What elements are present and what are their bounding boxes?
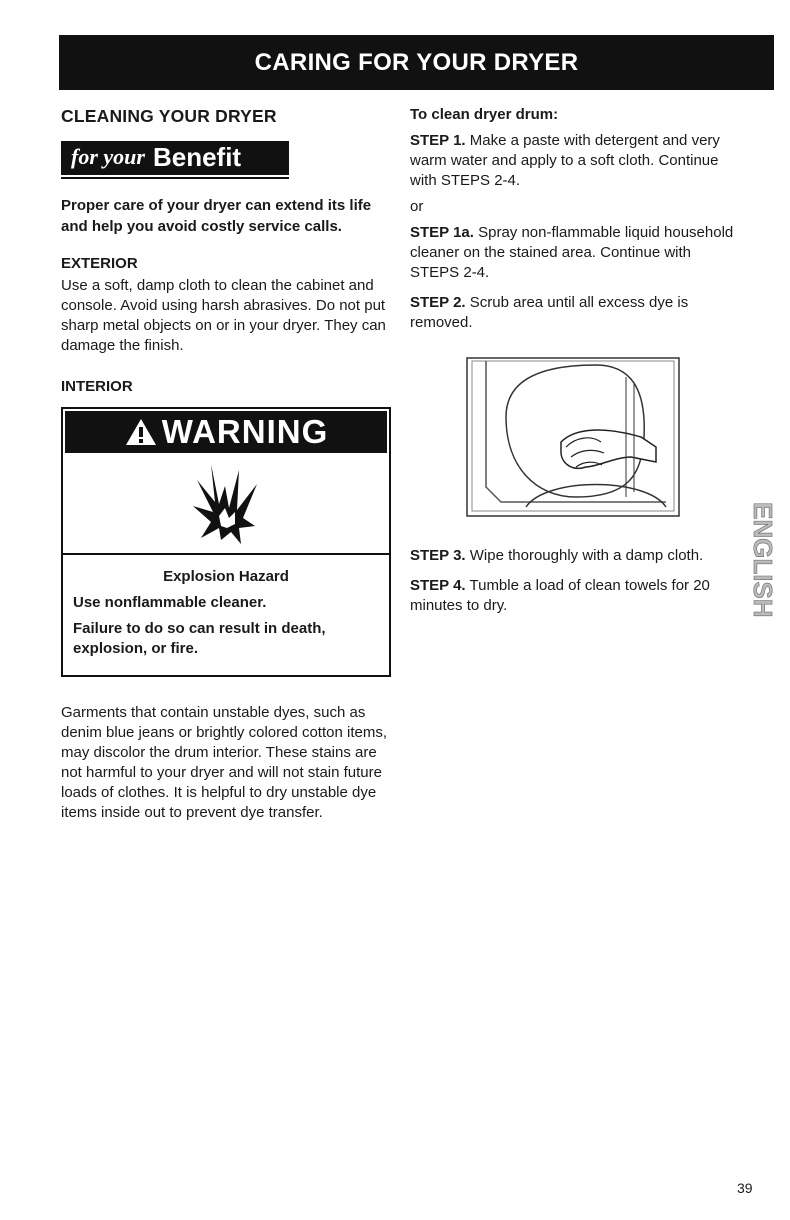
step-1a-text: Spray non-flammable liquid household cleaner on the stained area. Continue with STEPS 2-4. <box>410 224 734 281</box>
step-3 <box>410 546 740 566</box>
page-header <box>59 35 774 90</box>
step-1a-label: STEP 1a. <box>410 224 474 241</box>
hazard-title: Explosion Hazard <box>163 568 289 585</box>
or-text: or <box>410 198 424 215</box>
exterior-heading: EXTERIOR <box>61 255 138 272</box>
warning-box <box>61 407 391 677</box>
side-tab-label: ENGLISH <box>748 502 778 618</box>
step-1a <box>410 223 740 283</box>
step-3-label: STEP 3. <box>410 547 466 564</box>
explosion-icon <box>181 462 271 546</box>
lead-paragraph: Proper care of your dryer can extend its life and help you avoid costly service calls. <box>61 197 372 235</box>
drum-cleaning-heading: To clean dryer drum: <box>410 106 559 123</box>
step-4-label: STEP 4. <box>410 577 466 594</box>
step-3-text: Wipe thoroughly with a damp cloth. <box>465 547 704 564</box>
step-1 <box>410 131 740 191</box>
benefit-logo-for-your: for your <box>71 144 145 169</box>
left-column <box>61 106 391 838</box>
step-2 <box>410 293 740 333</box>
step-1-text: Make a paste with detergent and very warm water and apply to a soft cloth. Continue with STEPS 2-4. <box>410 132 720 189</box>
step-1-label: STEP 1. <box>410 132 466 149</box>
step-4-text: Tumble a load of clean towels for 20 minutes to dry. <box>410 577 710 614</box>
page-number: 39 <box>737 1180 753 1196</box>
page-header-title: CARING FOR YOUR DRYER <box>254 48 579 76</box>
interior-heading: INTERIOR <box>61 378 133 395</box>
benefit-logo-benefit: Benefit <box>152 141 242 172</box>
step-2-text: Scrub area until all excess dye is removed. <box>410 294 689 331</box>
unstable-dyes-paragraph: Garments that contain unstable dyes, such as denim blue jeans or brightly colored cotton items, may discolor the drum interior. These stains are not harmful to your dryer and will not stain future loads of clothes. It is helpful to dry unstable dye items inside out to prevent dye transfer. <box>61 704 388 821</box>
english-side-tab <box>740 500 778 690</box>
warning-line-2: Failure to do so can result in death, explosion, or fire. <box>73 620 326 657</box>
explosion-symbol-area <box>63 455 389 555</box>
warning-text <box>63 555 389 675</box>
dryer-drum-cleaning-illustration <box>466 357 680 517</box>
warning-header-label: WARNING <box>161 413 329 450</box>
exterior-text: Use a soft, damp cloth to clean the cabinet and console. Avoid using harsh abrasives. Do not put sharp metal objects on or in your dryer. They can damage the finish. <box>61 277 386 354</box>
for-your-benefit-logo <box>61 141 289 175</box>
right-column <box>410 106 740 616</box>
warning-line-1: Use nonflammable cleaner. <box>73 594 267 611</box>
step-2-label: STEP 2. <box>410 294 466 311</box>
section-title: CLEANING YOUR DRYER <box>61 106 277 126</box>
warning-triangle-icon <box>124 417 158 447</box>
step-4 <box>410 576 740 616</box>
warning-header <box>65 411 387 453</box>
